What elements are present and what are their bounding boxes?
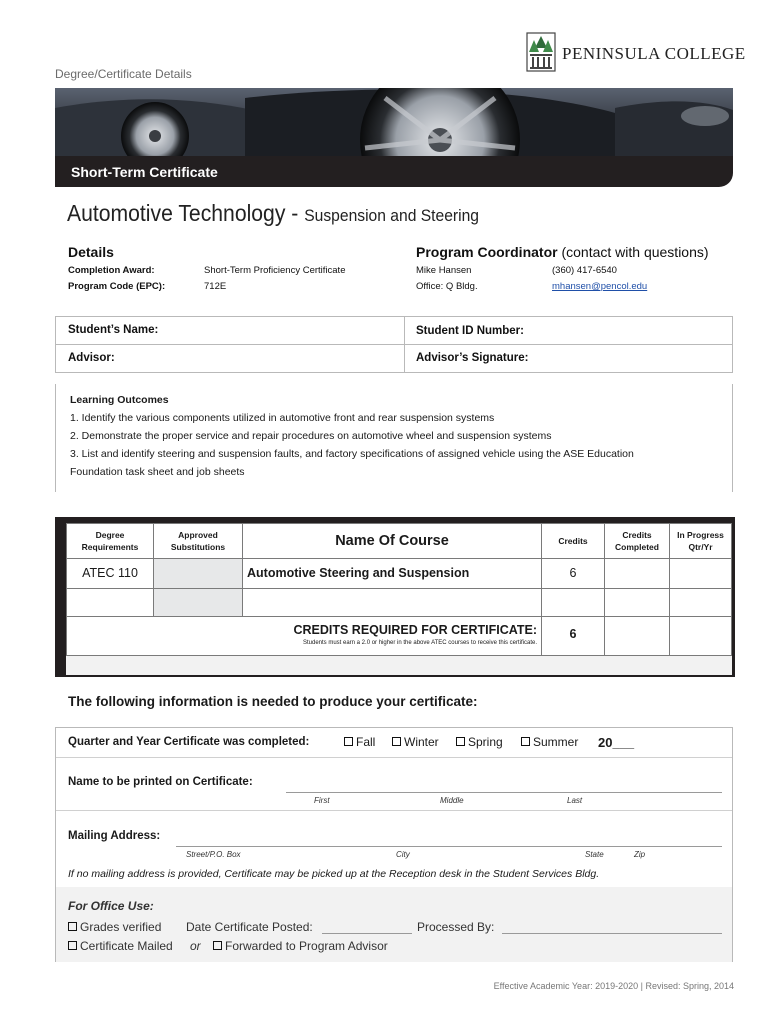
- certificate-info-form: [55, 727, 733, 962]
- checkbox-icon: [68, 941, 77, 950]
- coordinator-office: Office: Q Bldg.: [416, 281, 478, 292]
- checkbox-icon: [521, 737, 530, 746]
- certificate-info-heading: The following information is needed to produce your certificate:: [68, 694, 478, 709]
- checkbox-icon: [68, 922, 77, 931]
- mailing-note: If no mailing address is provided, Certificate may be picked up at the Reception desk in the Student Services Bldg.: [68, 868, 600, 880]
- learning-outcome-item: 3. List and identify steering and suspension faults, and factory specifications of assigned vehicle using the ASE Education: [70, 448, 634, 460]
- office-use-heading: For Office Use:: [68, 899, 154, 913]
- learning-outcomes-title: Learning Outcomes: [70, 394, 169, 406]
- learning-outcomes-section: [55, 384, 733, 492]
- mailing-caption-zip: Zip: [634, 850, 646, 859]
- completion-award-label: Completion Award:: [68, 265, 155, 276]
- program-title-sub: Suspension and Steering: [304, 206, 480, 225]
- table-row-1-substitution[interactable]: [153, 558, 243, 589]
- form-divider-horizontal: [56, 344, 732, 345]
- program-code-label: Program Code (EPC):: [68, 281, 166, 292]
- certificate-mailed-label: Certificate Mailed: [80, 939, 173, 953]
- certificate-mailed-checkbox[interactable]: [68, 939, 173, 953]
- coordinator-heading: [416, 244, 709, 260]
- credits-required-note: Students must earn a 2.0 or higher in the above ATEC courses to receive this certificate.: [302, 640, 537, 646]
- header-degree-requirements: [66, 523, 154, 559]
- coordinator-heading-note: (contact with questions): [561, 244, 709, 260]
- table-row-1-code: [66, 558, 154, 589]
- footer-revision: Effective Academic Year: 2019-2020 | Revised: Spring, 2014: [493, 981, 734, 991]
- college-logo: [526, 32, 746, 72]
- student-info-form: [55, 316, 733, 373]
- grades-verified-checkbox[interactable]: [68, 920, 161, 934]
- office-use-section: [56, 887, 732, 962]
- header-completed-line2: Completed: [615, 542, 659, 552]
- student-name-field[interactable]: Student’s Name:: [68, 324, 159, 336]
- quarter-summer-checkbox[interactable]: [521, 735, 578, 749]
- table-row-2-completed[interactable]: [604, 588, 670, 617]
- coordinator-name: Mike Hansen: [416, 265, 472, 276]
- completion-award-value: Short-Term Proficiency Certificate: [204, 265, 346, 276]
- table-row-2-in-progress[interactable]: [669, 588, 732, 617]
- name-caption-middle: Middle: [440, 796, 464, 805]
- header-credits: [541, 523, 605, 559]
- table-row-2-code[interactable]: [66, 588, 154, 617]
- header-progress-line1: In Progress: [677, 530, 724, 540]
- learning-outcome-item: 2. Demonstrate the proper service and repair procedures on automotive wheel and suspension systems: [70, 430, 552, 442]
- coordinator-heading-text: Program Coordinator: [416, 244, 558, 260]
- learning-outcome-item: 1. Identify the various components utilized in automotive front and rear suspension systems: [70, 412, 495, 424]
- year-field[interactable]: 20___: [598, 735, 635, 750]
- coordinator-phone: (360) 417-6540: [552, 265, 617, 276]
- certificate-name-label: Name to be printed on Certificate:: [68, 776, 253, 788]
- or-text: or: [190, 939, 201, 953]
- table-row-1-name: [242, 558, 542, 589]
- page-subheader: Degree/Certificate Details: [55, 67, 192, 81]
- checkbox-icon: [456, 737, 465, 746]
- header-course-name-text: Name Of Course: [335, 533, 449, 549]
- processed-by-input[interactable]: [502, 933, 722, 934]
- college-name: PENINSULA COLLEGE: [562, 44, 746, 63]
- info-divider: [56, 810, 732, 811]
- mailing-address-input[interactable]: [176, 846, 722, 847]
- credits-required-cell: [66, 616, 542, 656]
- header-completed-line1: Credits: [622, 530, 652, 540]
- table-row-2-name[interactable]: [242, 588, 542, 617]
- college-seal-icon: [526, 32, 556, 72]
- program-title-main: Automotive Technology: [67, 200, 286, 226]
- student-id-field[interactable]: Student ID Number:: [416, 325, 524, 337]
- quarter-year-label: Quarter and Year Certificate was completed:: [68, 736, 310, 748]
- certificate-type-bar: Short-Term Certificate: [55, 156, 733, 187]
- table-row-1-in-progress[interactable]: [669, 558, 732, 589]
- header-in-progress: [669, 523, 732, 559]
- mailing-address-label: Mailing Address:: [68, 830, 161, 842]
- mailing-caption-street: Street/P.O. Box: [186, 850, 241, 859]
- date-posted-input[interactable]: [322, 933, 412, 934]
- checkbox-icon: [213, 941, 222, 950]
- mailing-caption-city: City: [396, 850, 410, 859]
- date-posted-label: Date Certificate Posted:: [186, 920, 313, 934]
- name-caption-first: First: [314, 796, 330, 805]
- credits-required-value: 6: [569, 627, 577, 641]
- program-title: [67, 200, 479, 227]
- forwarded-checkbox[interactable]: [213, 939, 388, 953]
- certificate-name-input[interactable]: [286, 792, 722, 793]
- program-title-separator: -: [285, 200, 305, 226]
- credits-total-completed[interactable]: [604, 616, 670, 656]
- name-caption-last: Last: [567, 796, 583, 805]
- table-row-1-credits: [541, 558, 605, 589]
- course-code: ATEC 110: [82, 566, 138, 580]
- header-approved-line2: Substitutions: [170, 542, 226, 552]
- quarter-fall-checkbox[interactable]: [344, 735, 375, 749]
- banner-image: [55, 88, 733, 156]
- quarter-fall-label: Fall: [356, 735, 376, 749]
- header-degree-line1: Degree: [95, 530, 125, 540]
- mailing-caption-state: State: [585, 850, 604, 859]
- course-name: Automotive Steering and Suspension: [247, 566, 470, 580]
- table-row-2-substitution[interactable]: [153, 588, 243, 617]
- header-approved-substitutions: [153, 523, 243, 559]
- credits-required-label: CREDITS REQUIRED FOR CERTIFICATE:: [293, 623, 537, 637]
- table-row-2-credits[interactable]: [541, 588, 605, 617]
- details-heading: Details: [68, 244, 114, 260]
- course-table-inner: [66, 523, 732, 675]
- header-progress-line2: Qtr/Yr: [688, 542, 713, 552]
- coordinator-email-link[interactable]: mhansen@pencol.edu: [552, 281, 648, 292]
- advisor-field[interactable]: Advisor:: [68, 352, 115, 364]
- program-code-value: 712E: [204, 281, 227, 292]
- info-divider: [56, 757, 732, 758]
- quarter-winter-checkbox[interactable]: [392, 735, 439, 749]
- header-credits-text: Credits: [558, 536, 588, 546]
- course-credits: 6: [569, 566, 577, 580]
- checkbox-icon: [392, 737, 401, 746]
- car-wheels-photo: [55, 88, 733, 156]
- checkbox-icon: [344, 737, 353, 746]
- processed-by-label: Processed By:: [417, 920, 495, 934]
- header-credits-completed: [604, 523, 670, 559]
- header-approved-line1: Approved: [178, 530, 218, 540]
- quarter-winter-label: Winter: [404, 735, 439, 749]
- advisor-signature-field[interactable]: Advisor’s Signature:: [416, 352, 529, 364]
- forwarded-label: Forwarded to Program Advisor: [225, 939, 388, 953]
- credits-total-in-progress[interactable]: [669, 616, 732, 656]
- learning-outcome-item: Foundation task sheet and job sheets: [70, 466, 245, 478]
- quarter-spring-checkbox[interactable]: [456, 735, 503, 749]
- table-row-1-completed[interactable]: [604, 558, 670, 589]
- quarter-spring-label: Spring: [468, 735, 503, 749]
- header-degree-line2: Requirements: [81, 542, 139, 552]
- grades-verified-label: Grades verified: [80, 920, 162, 934]
- credits-required-total: [541, 616, 605, 656]
- header-course-name: [242, 523, 542, 559]
- quarter-summer-label: Summer: [533, 735, 579, 749]
- course-table: [55, 517, 735, 677]
